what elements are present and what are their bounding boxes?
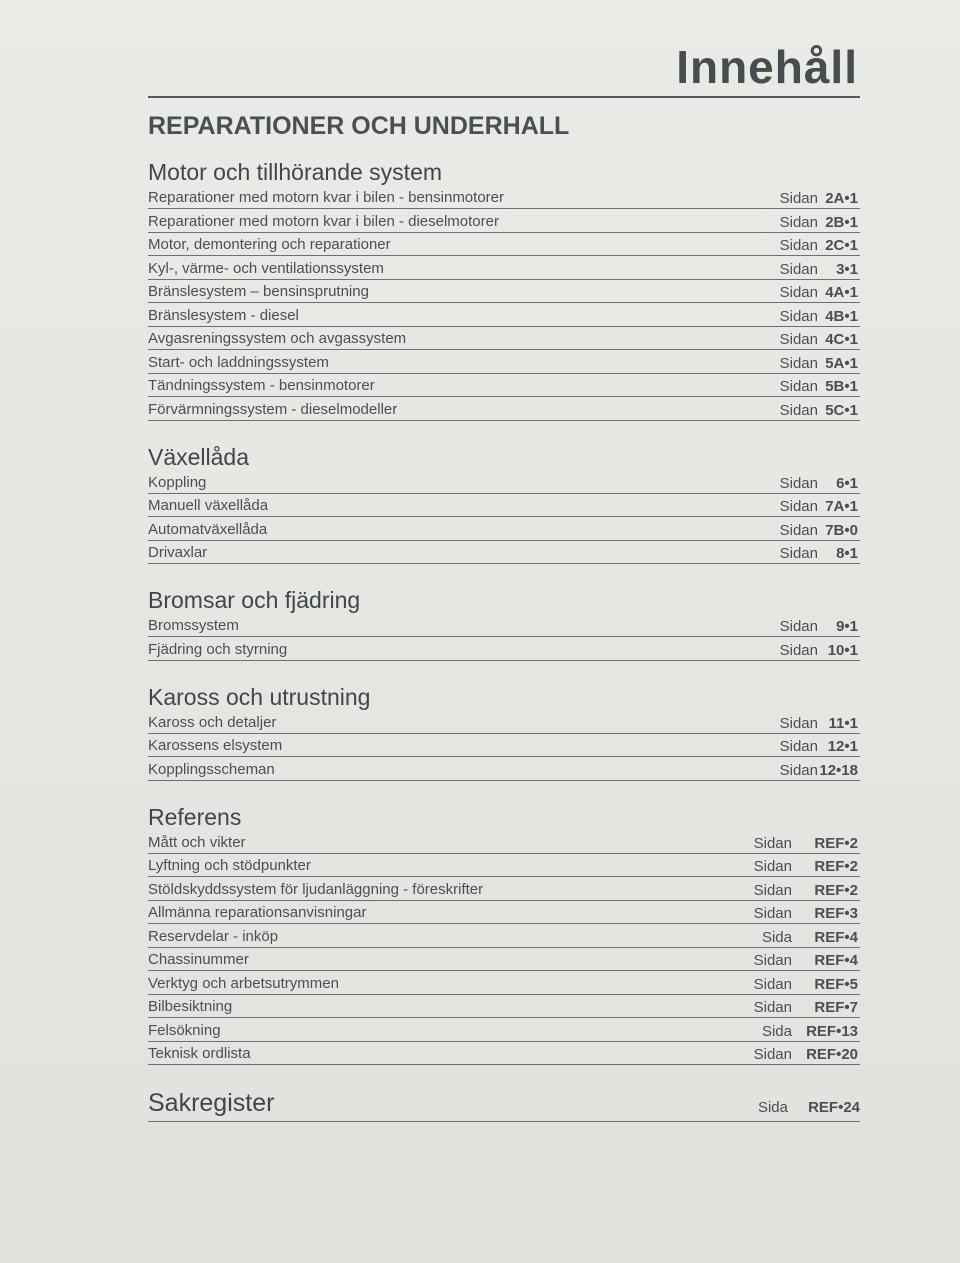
- entry-page-prefix: Sidan: [753, 999, 792, 1016]
- entry-page-number: 12•1: [827, 738, 858, 755]
- entry-page-number: 4A•1: [825, 284, 858, 301]
- section-title: Kaross och utrustning: [148, 683, 371, 710]
- entry-page-prefix: Sidan: [753, 881, 792, 899]
- entry-page-number: REF•4: [814, 952, 858, 969]
- section-title: Bromsar och fjädring: [148, 587, 361, 613]
- entry-label: Manuell växellåda: [148, 497, 269, 514]
- toc-entry[interactable]: [148, 638, 860, 661]
- entry-page-prefix: Sidan: [779, 618, 818, 635]
- toc-entry[interactable]: [148, 854, 860, 877]
- entry-page-number: 8•1: [836, 545, 858, 562]
- entry-page-prefix: Sidan: [779, 307, 818, 325]
- entry-page-number: 3•1: [836, 260, 858, 278]
- entry-label: Karossens elsystem: [148, 737, 283, 754]
- entry-label: Reservdelar - inköp: [148, 927, 279, 945]
- entry-label: Förvärmningssystem - dieselmodeller: [148, 400, 398, 418]
- entry-page-prefix: Sida: [761, 928, 792, 946]
- toc-entry[interactable]: [148, 711, 860, 734]
- toc-entry[interactable]: [148, 518, 860, 541]
- entry-label: Stöldskyddssystem för ljudanläggning - föreskrifter: [148, 880, 484, 898]
- entry-label: Reparationer med motorn kvar i bilen - dieselmotorer: [148, 212, 499, 230]
- toc-entry[interactable]: [148, 494, 860, 517]
- entry-page-prefix: Sidan: [779, 498, 818, 515]
- entry-label: Bilbesiktning: [148, 998, 233, 1015]
- entry-page-number: 2A•1: [825, 190, 858, 207]
- entry-page-prefix: Sidan: [779, 237, 818, 254]
- toc-entry[interactable]: [148, 257, 860, 280]
- toc-entry[interactable]: [148, 758, 860, 781]
- entry-page-number: REF•3: [814, 905, 858, 922]
- entry-label: Drivaxlar: [148, 544, 208, 561]
- entry-page-number: 4B•1: [825, 307, 858, 325]
- entry-label: Motor, demontering och reparationer: [148, 236, 391, 253]
- toc-entry[interactable]: [148, 351, 860, 374]
- entry-page-prefix: Sidan: [779, 354, 818, 372]
- entry-page-number: 9•1: [836, 618, 858, 635]
- entry-page-prefix: Sidan: [779, 213, 818, 231]
- entry-page-prefix: Sidan: [753, 905, 792, 922]
- entry-label: Kopplingsscheman: [148, 760, 275, 778]
- entry-page-prefix: Sidan: [779, 260, 818, 278]
- entry-label: Verktyg och arbetsutrymmen: [148, 974, 339, 992]
- entry-page-number: 4C•1: [825, 331, 858, 348]
- entry-page-prefix: Sidan: [779, 401, 818, 419]
- entry-page-prefix: Sidan: [779, 331, 818, 348]
- entry-label: Start- och laddningssystem: [148, 353, 329, 371]
- entry-label: Bränslesystem – bensinsprutning: [148, 283, 369, 300]
- entry-page-number: 7B•0: [825, 521, 858, 539]
- entry-page-prefix: Sidan: [779, 521, 818, 539]
- entry-label: Felsökning: [148, 1021, 221, 1039]
- entry-page-prefix: Sidan: [779, 641, 818, 659]
- entry-label: Teknisk ordlista: [148, 1045, 251, 1062]
- entry-label: Bromssystem: [148, 617, 239, 634]
- entry-page-number: REF•4: [814, 928, 858, 946]
- entry-label: Automatväxellåda: [148, 520, 268, 538]
- toc-entry[interactable]: [148, 327, 860, 350]
- entry-page-number: 6•1: [836, 474, 858, 492]
- sakregister-page-number: REF•24: [808, 1099, 860, 1116]
- toc-entry[interactable]: [148, 925, 860, 948]
- entry-page-prefix: Sidan: [753, 952, 792, 969]
- entry-page-number: REF•2: [814, 858, 858, 875]
- entry-page-number: 5C•1: [825, 401, 858, 419]
- section-title: Referens: [148, 803, 242, 830]
- entry-label: Allmänna reparationsanvisningar: [148, 904, 367, 921]
- toc-entry[interactable]: [148, 374, 860, 397]
- toc-section: [148, 803, 860, 1066]
- toc-entry[interactable]: [148, 901, 860, 924]
- toc-entry[interactable]: [148, 186, 860, 209]
- entry-page-prefix: Sida: [761, 1022, 792, 1040]
- entry-page-number: 2B•1: [825, 213, 858, 231]
- section-title: Växellåda: [148, 443, 250, 470]
- toc-section: [148, 683, 860, 781]
- entry-page-number: REF•2: [814, 834, 858, 852]
- entry-label: Kyl-, värme- och ventilationssystem: [148, 259, 384, 277]
- toc-entry[interactable]: [148, 831, 860, 854]
- toc-entry[interactable]: [148, 471, 860, 494]
- entry-page-number: 10•1: [827, 641, 858, 659]
- sakregister-title: Sakregister: [148, 1089, 275, 1117]
- entry-page-number: 5B•1: [825, 378, 858, 395]
- sakregister-entry[interactable]: [148, 1089, 860, 1122]
- title-divider: [148, 96, 860, 98]
- toc-entry[interactable]: [148, 398, 860, 421]
- entry-page-prefix: Sidan: [753, 858, 792, 875]
- toc-entry[interactable]: [148, 878, 860, 901]
- toc-entry[interactable]: [148, 614, 860, 637]
- entry-page-number: REF•2: [814, 881, 858, 899]
- entry-page-prefix: Sidan: [753, 975, 792, 993]
- entry-page-number: REF•20: [806, 1046, 858, 1063]
- toc-entry[interactable]: [148, 1042, 860, 1065]
- entry-page-prefix: Sidan: [779, 378, 818, 395]
- entry-label: Fjädring och styrning: [148, 640, 288, 658]
- entry-label: Tändningssystem - bensinmotorer: [148, 377, 375, 394]
- entry-label: Avgasreningssystem och avgassystem: [148, 330, 407, 347]
- entry-label: Mått och vikter: [148, 833, 246, 851]
- entry-page-prefix: Sidan: [779, 474, 818, 492]
- entry-page-prefix: Sidan: [779, 738, 818, 755]
- entry-page-number: 7A•1: [825, 498, 858, 515]
- entry-page-prefix: Sidan: [779, 761, 818, 779]
- toc-entry[interactable]: [148, 734, 860, 757]
- main-heading: REPARATIONER OCH UNDERHALL: [148, 112, 570, 140]
- entry-page-prefix: Sidan: [779, 284, 818, 301]
- entry-page-number: REF•5: [814, 975, 858, 993]
- entry-page-prefix: Sidan: [779, 714, 818, 732]
- entry-label: Lyftning och stödpunkter: [148, 857, 311, 874]
- entry-label: Reparationer med motorn kvar i bilen - bensinmotorer: [148, 189, 504, 206]
- toc-section: [148, 443, 860, 565]
- toc-entry[interactable]: [148, 948, 860, 971]
- toc-section: [148, 158, 860, 421]
- sakregister-page-prefix: Sida: [757, 1099, 788, 1116]
- toc-entry[interactable]: [148, 541, 860, 564]
- entry-page-prefix: Sidan: [779, 190, 818, 207]
- entry-page-number: REF•13: [806, 1022, 858, 1040]
- entry-page-prefix: Sidan: [753, 834, 792, 852]
- toc-section: [148, 586, 860, 661]
- entry-page-number: 11•1: [828, 714, 858, 732]
- entry-page-number: 5A•1: [825, 354, 858, 372]
- page-title: Innehåll: [676, 41, 858, 93]
- table-of-contents: [148, 158, 860, 1122]
- entry-label: Kaross och detaljer: [148, 713, 277, 731]
- entry-page-prefix: Sidan: [753, 1046, 792, 1063]
- toc-entry[interactable]: [148, 1019, 860, 1042]
- entry-label: Bränslesystem - diesel: [148, 306, 299, 324]
- section-title: Motor och tillhörande system: [148, 159, 443, 185]
- toc-entry[interactable]: [148, 304, 860, 327]
- entry-page-number: 12•18: [819, 761, 858, 779]
- entry-label: Chassinummer: [148, 951, 249, 968]
- entry-label: Koppling: [148, 473, 207, 491]
- toc-entry[interactable]: [148, 972, 860, 995]
- toc-entry[interactable]: [148, 995, 860, 1018]
- entry-page-prefix: Sidan: [779, 545, 818, 562]
- toc-entry[interactable]: [148, 210, 860, 233]
- entry-page-number: REF•7: [814, 999, 858, 1016]
- toc-entry[interactable]: [148, 280, 860, 303]
- entry-page-number: 2C•1: [825, 237, 858, 254]
- toc-entry[interactable]: [148, 233, 860, 256]
